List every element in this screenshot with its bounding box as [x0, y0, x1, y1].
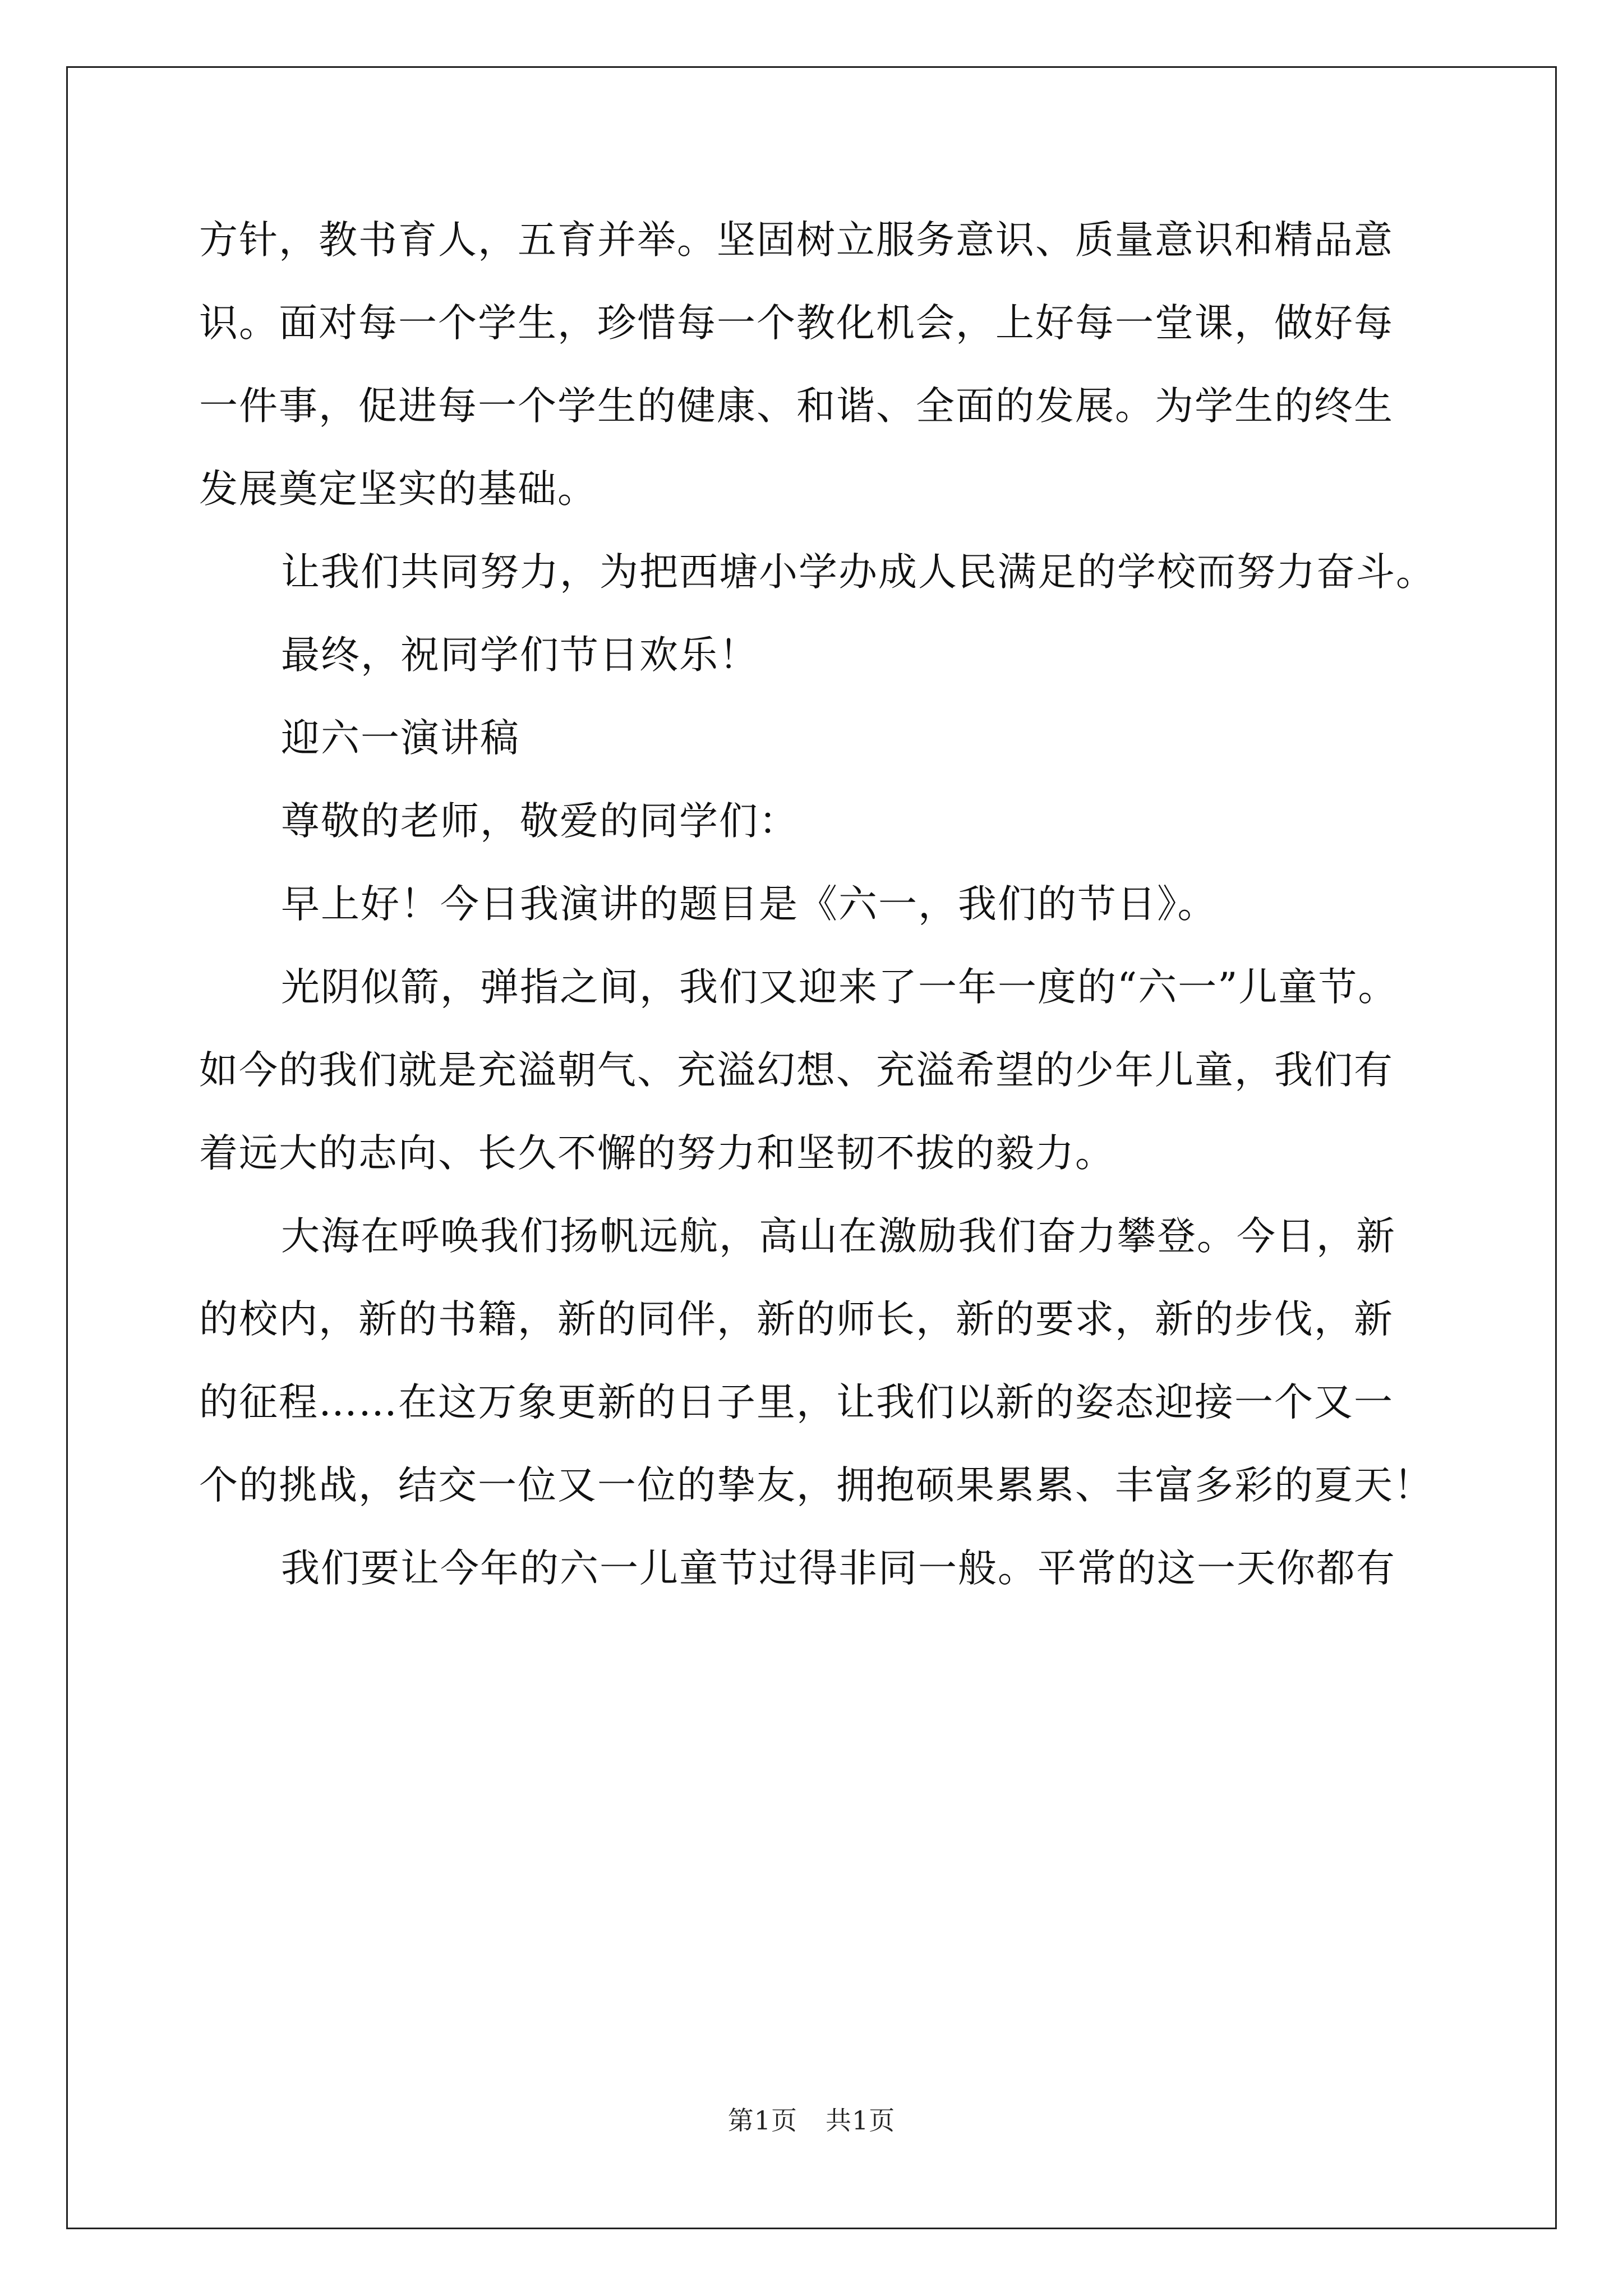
page-footer: [0, 2105, 1623, 2136]
page-number: 第1页: [727, 2105, 797, 2136]
paragraph-line: 我们要让今年的六一儿童节过得非同一般。平常的这一天你都有: [281, 1546, 1396, 1591]
text-line: 的校内，新的书籍，新的同伴，新的师长，新的要求，新的步伐，新: [199, 1297, 1394, 1342]
paragraph-line: 早上好！今日我演讲的题目是《六一，我们的节日》。: [281, 882, 1218, 927]
text-line: 如今的我们就是充溢朝气、充溢幻想、充溢希望的少年儿童，我们有: [199, 1048, 1394, 1093]
paragraph-line: 光阴似箭，弹指之间，我们又迎来了一年一度的“六一”儿童节。: [281, 965, 1398, 1010]
paragraph-line: 让我们共同努力，为把西塘小学办成人民满足的学校而努力奋斗。: [281, 550, 1436, 595]
text-line: 方针，教书育人，五育并举。坚固树立服务意识、质量意识和精品意: [199, 218, 1394, 263]
text-line: 的征程……在这万象更新的日子里，让我们以新的姿态迎接一个又一: [199, 1380, 1394, 1425]
paragraph-line: 最终，祝同学们节日欢乐！: [281, 633, 759, 678]
paragraph-line: 大海在呼唤我们扬帆远航，高山在激励我们奋力攀登。今日，新: [281, 1214, 1396, 1259]
page-total: 共1页: [826, 2105, 896, 2136]
section-heading: 迎六一演讲稿: [281, 716, 520, 761]
text-line: 识。面对每一个学生，珍惜每一个教化机会，上好每一堂课，做好每: [199, 301, 1394, 346]
text-line: 着远大的志向、长久不懈的努力和坚韧不拔的毅力。: [199, 1131, 1115, 1176]
text-line: 一件事，促进每一个学生的健康、和谐、全面的发展。为学生的终生: [199, 384, 1394, 429]
text-line: 发展奠定坚实的基础。: [199, 467, 597, 512]
text-line: 个的挑战，结交一位又一位的挚友，拥抱硕果累累、丰富多彩的夏天！: [199, 1463, 1433, 1508]
salutation: 尊敬的老师，敬爱的同学们：: [281, 799, 799, 844]
